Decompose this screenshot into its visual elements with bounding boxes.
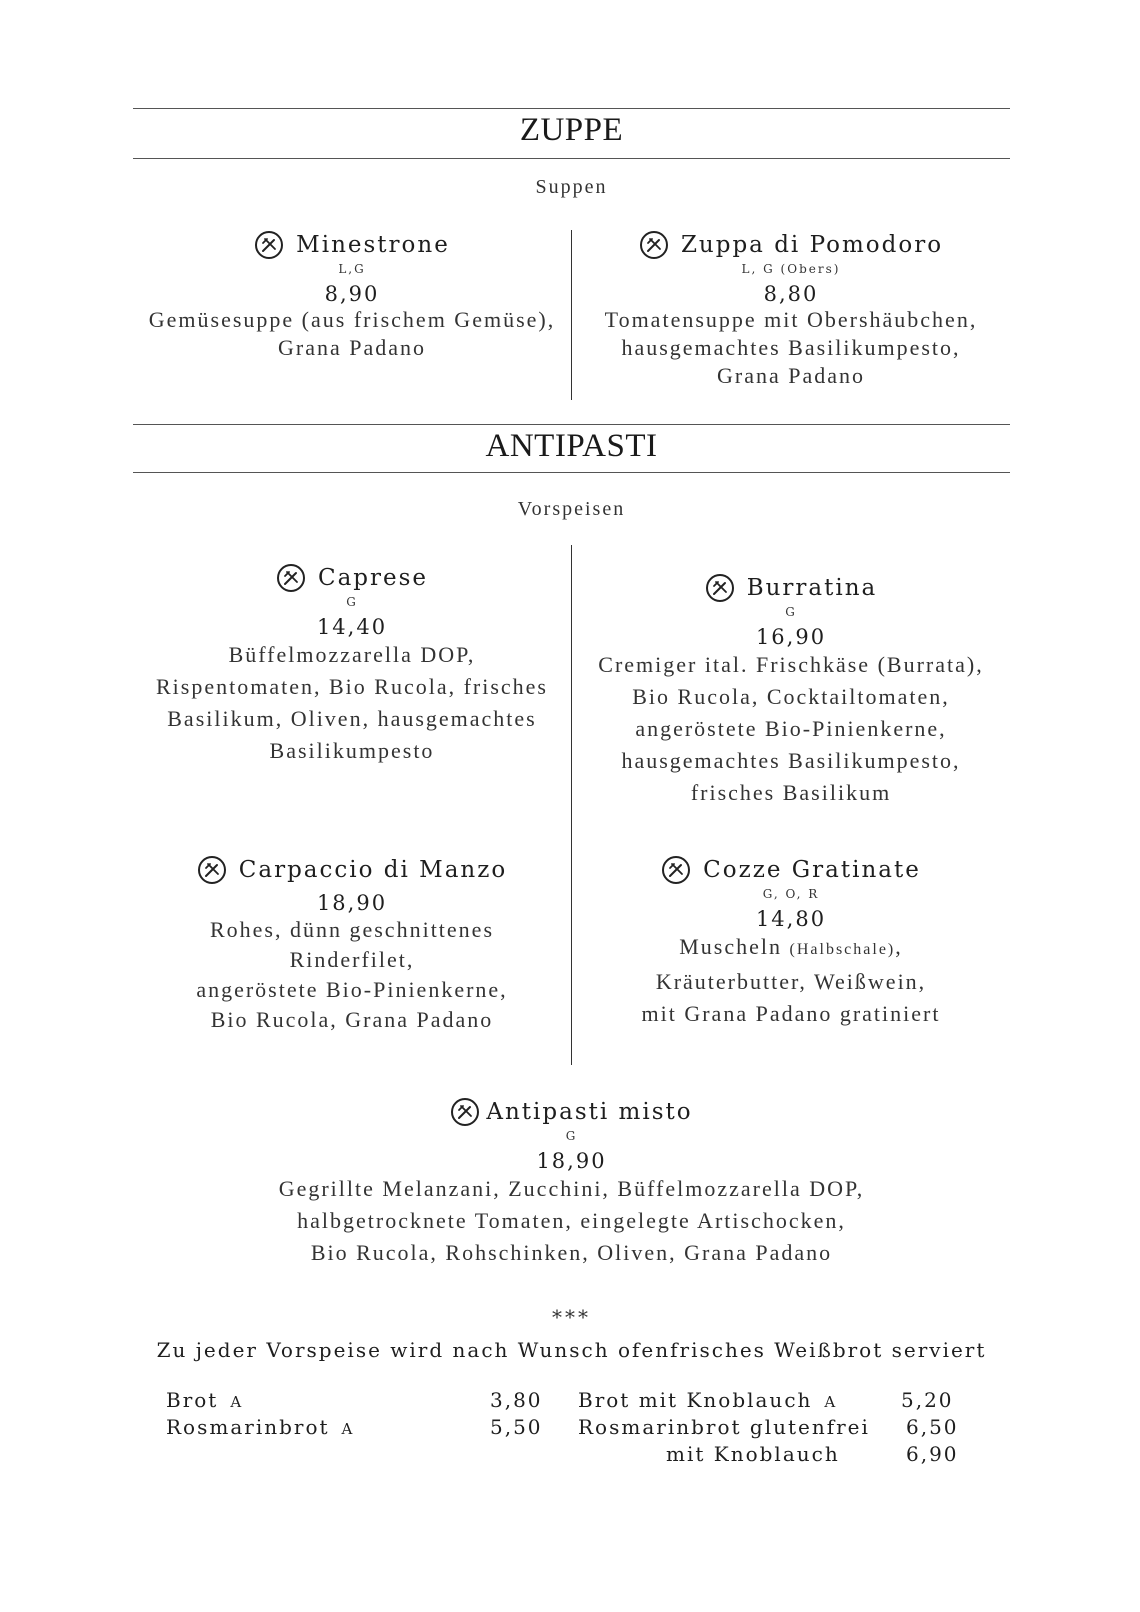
item-price: 8,80: [763, 282, 819, 306]
item-description: [571, 931, 1011, 1030]
bread-note: Zu jeder Vorspeise wird nach Wunsch ofenfrisches Weißbrot serviert: [156, 1338, 987, 1362]
vegetarian-icon: [197, 855, 227, 885]
item-name: Caprese: [317, 565, 429, 591]
zuppe-bottom-rule: [133, 158, 1010, 159]
description-text: , Kräuterbutter, Weißwein, mit Grana Padano gratiniert: [641, 934, 941, 1026]
item-description: Büffelmozzarella DOP, Rispentomaten, Bio Rucola, frisches Basilikum, Oliven, hausgemachtes Basilikumpesto: [156, 642, 548, 763]
item-name: Carpaccio di Manzo: [238, 857, 508, 883]
item-price: 18,90: [316, 891, 388, 915]
bread-allergen: A: [230, 1393, 244, 1411]
antipasti-top-rule: [133, 424, 1010, 425]
description-text: Muscheln: [679, 934, 790, 959]
vegetarian-icon: [639, 230, 669, 260]
vegetarian-icon: [254, 230, 284, 260]
antipasti-title: ANTIPASTI: [485, 428, 658, 464]
item-price: 16,90: [755, 625, 827, 649]
bread-name: Brot mit Knoblauch: [578, 1388, 813, 1412]
zuppe-subtitle: Suppen: [535, 176, 608, 198]
bread-item: [666, 1442, 840, 1466]
bread-allergen: A: [341, 1420, 355, 1438]
item-description: Tomatensuppe mit Obershäubchen, hausgemachtes Basilikumpesto, Grana Padano: [604, 307, 978, 388]
bread-item: [578, 1415, 870, 1439]
item-name: Minestrone: [296, 232, 450, 258]
bread-item: [166, 1388, 243, 1412]
menu-item-caprese: [133, 563, 571, 767]
bread-price: 5,50: [490, 1415, 543, 1439]
item-name: Cozze Gratinate: [703, 857, 921, 883]
menu-item-antipasti-misto: [133, 1097, 1010, 1269]
bread-name: mit Knoblauch: [666, 1442, 840, 1466]
item-price: 8,90: [324, 282, 380, 306]
menu-item-minestrone: [133, 230, 571, 362]
menu-item-zuppa-di-pomodoro: [571, 230, 1011, 390]
item-name: Zuppa di Pomodoro: [680, 232, 944, 258]
separator-stars: ***: [552, 1305, 591, 1329]
vegetarian-icon: [661, 855, 691, 885]
item-allergens: G, O, R: [762, 887, 820, 901]
item-description: Gemüsesuppe (aus frischem Gemüse), Grana Padano: [148, 307, 556, 360]
item-price: 18,90: [536, 1149, 607, 1173]
bread-price: 6,90: [906, 1442, 959, 1466]
item-allergens: G: [785, 605, 797, 619]
item-description: Cremiger ital. Frischkäse (Burrata), Bio Rucola, Cocktailtomaten, angeröstete Bio-Pinienkerne, hausgemachtes Basilikumpesto, frisches Basilikum: [598, 652, 984, 805]
bread-allergen: A: [824, 1393, 838, 1411]
vegetarian-icon: [276, 563, 306, 593]
vegetarian-icon: [450, 1097, 480, 1127]
antipasti-bottom-rule: [133, 472, 1010, 473]
bread-name: Rosmarinbrot: [166, 1415, 330, 1439]
menu-item-burratina: [571, 573, 1011, 809]
item-allergens: G: [565, 1129, 578, 1143]
item-name: Antipasti misto: [486, 1099, 693, 1125]
zuppe-title: ZUPPE: [519, 112, 624, 148]
bread-name: Brot: [166, 1388, 219, 1412]
item-allergens: L,G: [338, 262, 366, 276]
bread-item: [166, 1415, 354, 1439]
bread-price: 5,20: [901, 1388, 954, 1412]
item-description: Rohes, dünn geschnittenes Rinderfilet, angeröstete Bio-Pinienkerne, Bio Rucola, Grana Padano: [196, 917, 508, 1032]
item-name: Burratina: [746, 575, 878, 601]
bread-item: [578, 1388, 837, 1412]
item-description: Gegrillte Melanzani, Zucchini, Büffelmozzarella DOP, halbgetrocknete Tomaten, eingelegte Artischocken, Bio Rucola, Rohschinken, Oliven, Grana Padano: [278, 1176, 865, 1265]
item-allergens: G: [346, 595, 358, 609]
item-price: 14,40: [316, 615, 388, 639]
antipasti-subtitle: Vorspeisen: [517, 498, 626, 520]
bread-price: 3,80: [490, 1388, 543, 1412]
bread-price: 6,50: [906, 1415, 959, 1439]
vegetarian-icon: [705, 573, 735, 603]
item-price: 14,80: [755, 907, 827, 931]
item-allergens: L, G (Obers): [741, 262, 841, 276]
menu-item-cozze-gratinate: [571, 855, 1011, 1030]
description-note: (Halbschale): [789, 941, 896, 958]
menu-item-carpaccio-di-manzo: [133, 855, 571, 1035]
bread-name: Rosmarinbrot glutenfrei: [578, 1415, 870, 1439]
zuppe-top-rule: [133, 108, 1010, 109]
